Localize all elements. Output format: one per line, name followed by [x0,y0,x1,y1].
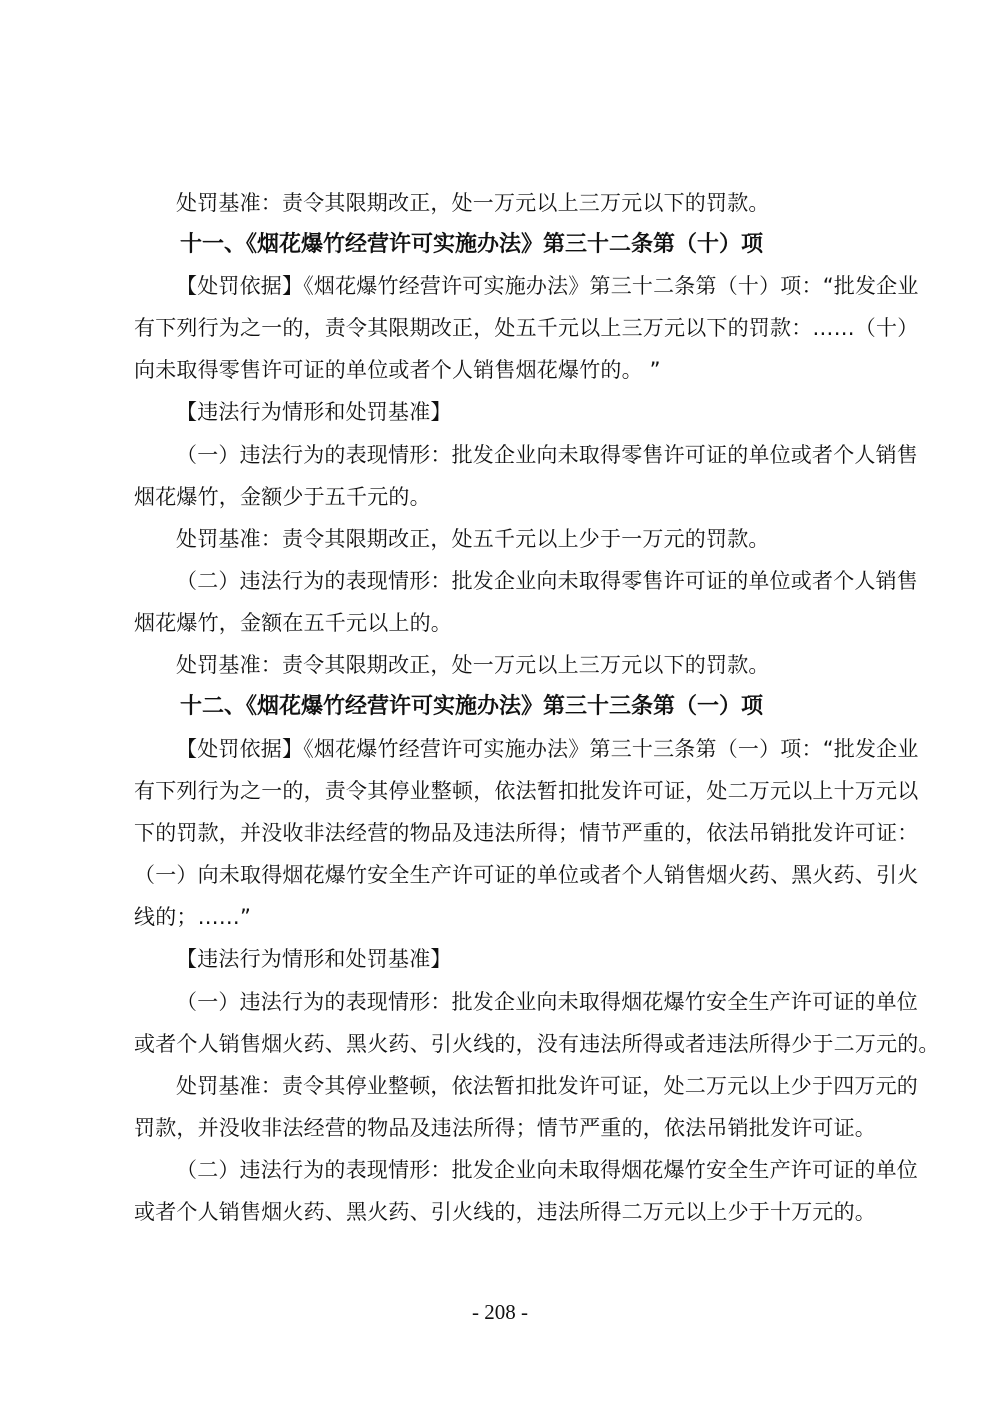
page-number: - 208 - [472,1300,528,1324]
paragraph-line: 线的；……” [134,905,252,929]
penalty-basis-line: 【处罚依据】《烟花爆竹经营许可实施办法》第三十二条第（十）项：“批发企业 [176,274,919,298]
penalty-standard-line: 处罚基准：责令其停业整顿，依法暂扣批发许可证，处二万元以上少于四万元的 [176,1074,918,1098]
penalty-standard-line: 处罚基准：责令其限期改正，处五千元以上少于一万元的罚款。 [176,527,770,551]
paragraph-line: 有下列行为之一的，责令其限期改正，处五千元以上三万元以下的罚款：……（十） [134,316,919,340]
paragraph-line: 或者个人销售烟火药、黑火药、引火线的，没有违法所得或者违法所得少于二万元的。 [134,1032,940,1056]
violation-case-1-line: （一）违法行为的表现情形：批发企业向未取得烟花爆竹安全生产许可证的单位 [176,990,918,1014]
subsection-label: 【违法行为情形和处罚基准】 [176,947,452,971]
paragraph-line: 烟花爆竹，金额少于五千元的。 [134,485,431,509]
paragraph-line: 有下列行为之一的，责令其停业整顿，依法暂扣批发许可证，处二万元以上十万元以 [134,779,919,803]
paragraph-line: （一）向未取得烟花爆竹安全生产许可证的单位或者个人销售烟火药、黑火药、引火 [134,863,919,887]
violation-case-1-line: （一）违法行为的表现情形：批发企业向未取得零售许可证的单位或者个人销售 [176,443,918,467]
section-heading-11: 十一、《烟花爆竹经营许可实施办法》第三十二条第（十）项 [180,231,764,257]
violation-case-2-line: （二）违法行为的表现情形：批发企业向未取得烟花爆竹安全生产许可证的单位 [176,1158,918,1182]
section-heading-12: 十二、《烟花爆竹经营许可实施办法》第三十三条第（一）项 [180,693,764,719]
violation-case-2-line: （二）违法行为的表现情形：批发企业向未取得零售许可证的单位或者个人销售 [176,569,918,593]
penalty-basis-line: 【处罚依据】《烟花爆竹经营许可实施办法》第三十三条第（一）项：“批发企业 [176,737,919,761]
paragraph-line: 或者个人销售烟火药、黑火药、引火线的，违法所得二万元以上少于十万元的。 [134,1200,876,1224]
penalty-standard-line: 处罚基准：责令其限期改正，处一万元以上三万元以下的罚款。 [176,191,770,215]
paragraph-line: 罚款，并没收非法经营的物品及违法所得；情节严重的，依法吊销批发许可证。 [134,1116,876,1140]
paragraph-line: 下的罚款，并没收非法经营的物品及违法所得；情节严重的，依法吊销批发许可证： [134,821,919,845]
subsection-label: 【违法行为情形和处罚基准】 [176,400,452,424]
paragraph-line: 烟花爆竹，金额在五千元以上的。 [134,611,452,635]
paragraph-line: 向未取得零售许可证的单位或者个人销售烟花爆竹的。 ” [134,358,661,382]
penalty-standard-line: 处罚基准：责令其限期改正，处一万元以上三万元以下的罚款。 [176,653,770,677]
